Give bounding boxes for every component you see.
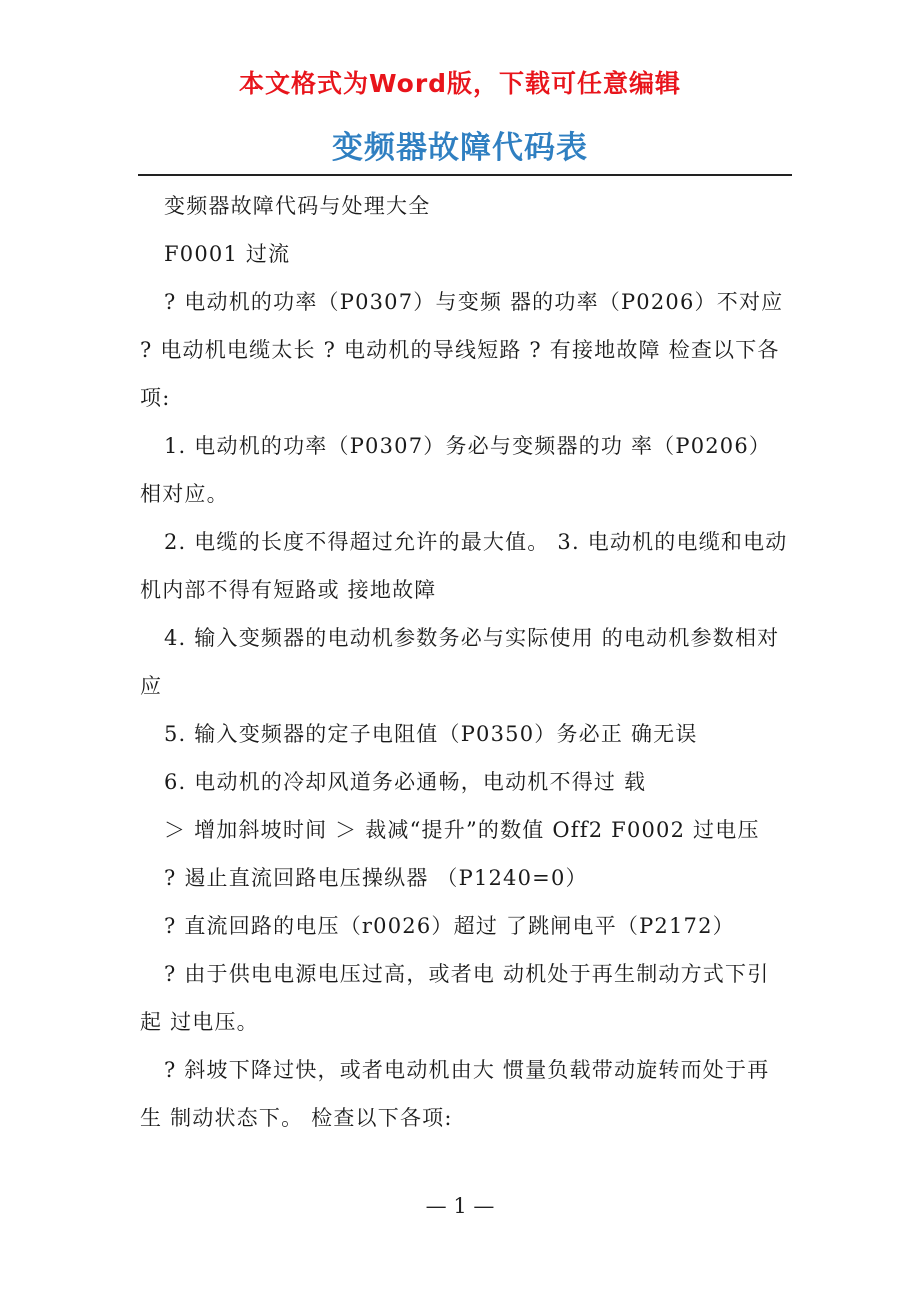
document-body [140, 182, 788, 1142]
paragraph: ＞ 增加斜坡时间 ＞ 裁减“提升”的数值 Off2 F0002 过电压 [164, 818, 760, 842]
paragraph: ? 电动机的功率（P0307）与变频 器的功率（P0206）不对应 ? 电动机电缆太长 ? 电动机的导线短路 ? 有接地故障 检查以下各项: [140, 290, 784, 410]
paragraph-fault-code: F0001 过流 [164, 242, 291, 266]
paragraph: 4. 输入变频器的电动机参数务必与实际使用 的电动机参数相对应 [140, 626, 780, 698]
paragraph-heading: 变频器故障代码与处理大全 [164, 194, 431, 218]
title-divider [138, 174, 792, 176]
paragraph: 2. 电缆的长度不得超过允许的最大值。 3. 电动机的电缆和电动机内部不得有短路或 接地故障 [140, 530, 788, 602]
paragraph: ? 由于供电电源电压过高，或者电 动机处于再生制动方式下引起 过电压。 [140, 962, 770, 1034]
format-notice: 本文格式为Word版，下载可任意编辑 [238, 69, 682, 98]
paragraph: 5. 输入变频器的定子电阻值（P0350）务必正 确无误 [164, 722, 698, 746]
document-title: 变频器故障代码表 [332, 130, 588, 166]
paragraph: ? 斜坡下降过快，或者电动机由大 惯量负载带动旋转而处于再生 制动状态下。 检查以下各项: [140, 1058, 770, 1130]
page-number: — 1 — [425, 1194, 495, 1218]
paragraph: ? 遏止直流回路电压操纵器 （P1240=0） [164, 866, 588, 890]
paragraph: 1. 电动机的功率（P0307）务必与变频器的功 率（P0206）相对应。 [140, 434, 772, 506]
paragraph: ? 直流回路的电压（r0026）超过 了跳闸电平（P2172） [164, 914, 735, 938]
paragraph: 6. 电动机的冷却风道务必通畅，电动机不得过 载 [164, 770, 647, 794]
